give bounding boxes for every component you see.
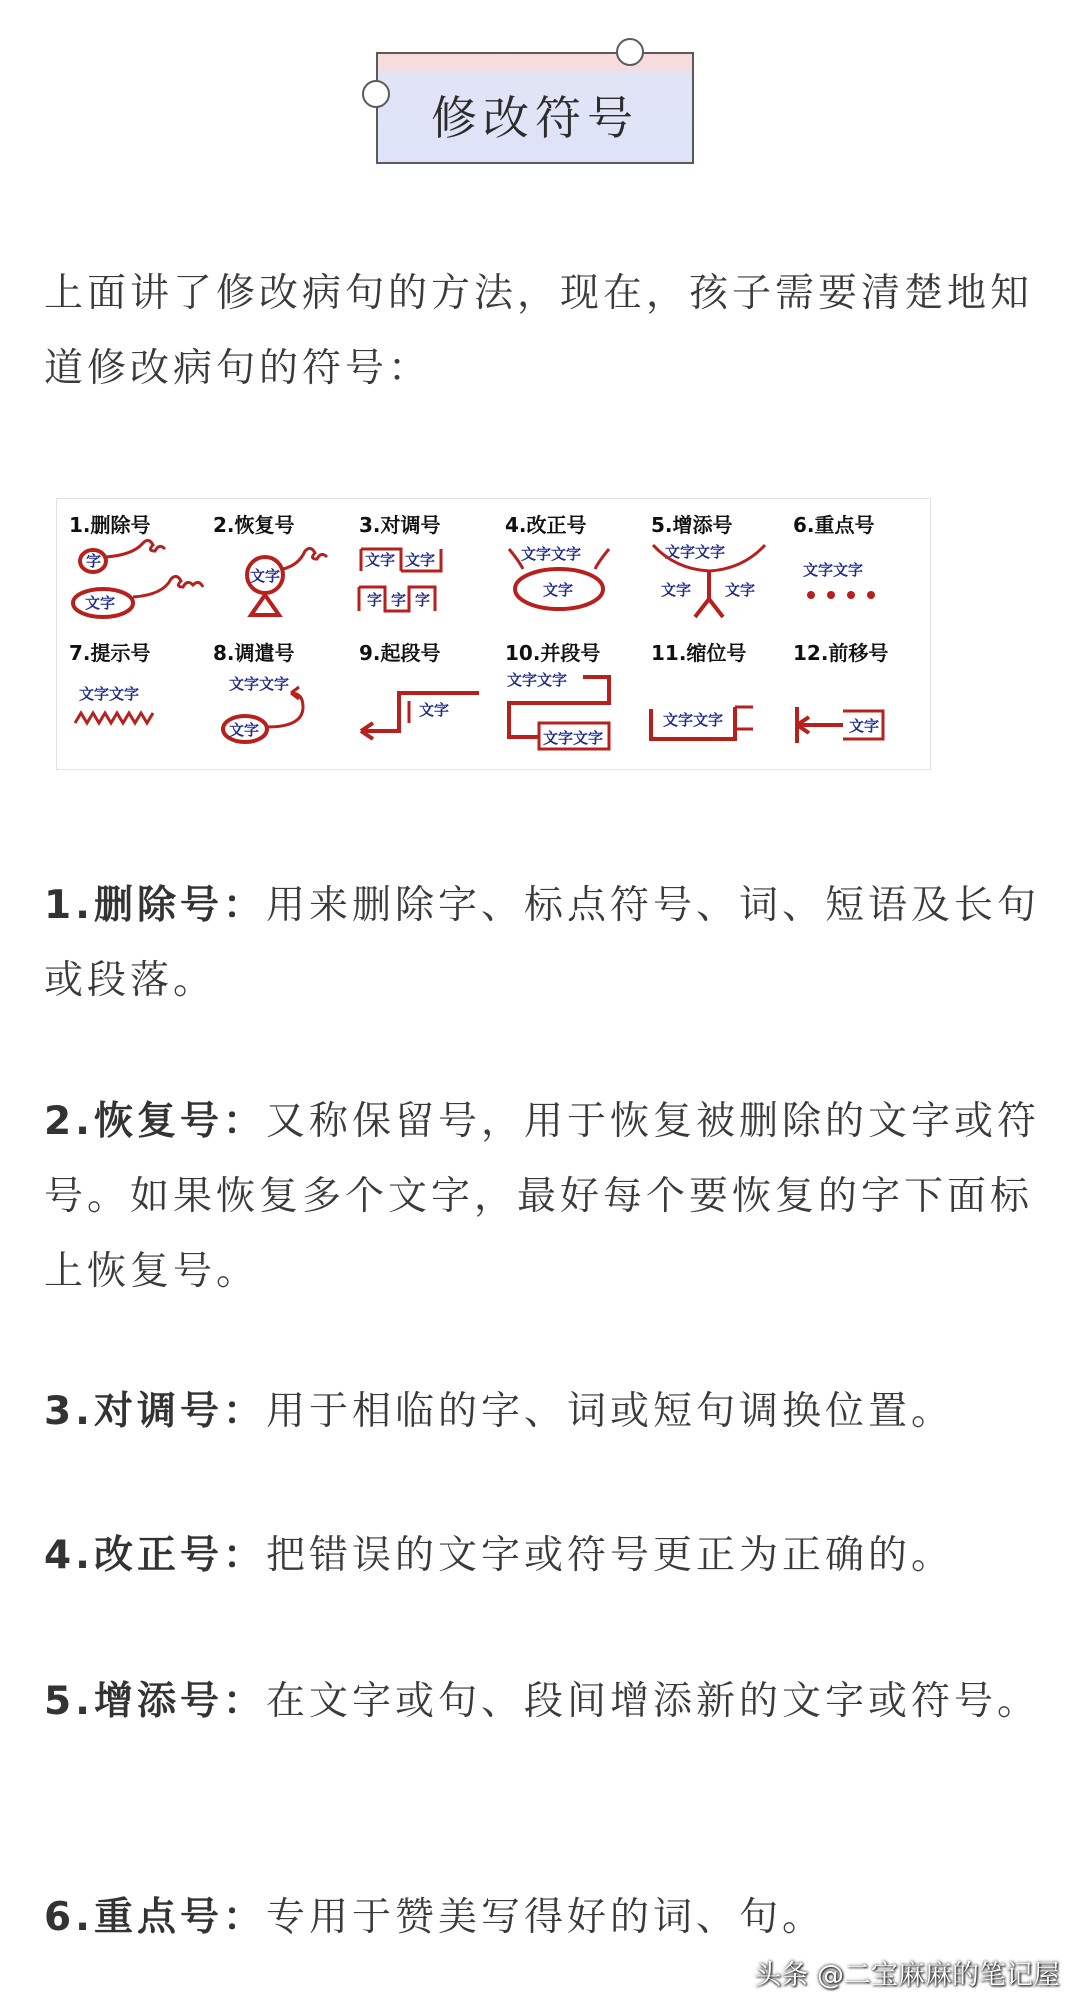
page-title: 修改符号 [431,91,639,145]
item-swap [44,1374,1040,1449]
svg-text:文字: 文字 [725,581,756,599]
symbol-label: 7.提示号 [69,641,151,665]
svg-text:文字: 文字 [543,581,574,599]
svg-text:文字: 文字 [849,717,880,735]
item-desc: 又称保留号，用于恢复被删除的文字或符号。如果恢复多个文字，最好每个要恢复的字下面标上恢复号。 [44,1099,1040,1294]
symbol-label: 11.缩位号 [651,641,747,665]
svg-text:文字: 文字 [419,701,450,719]
svg-text:字: 字 [415,591,431,609]
svg-text:字: 字 [367,591,383,609]
item-term: 3.对调号： [44,1389,266,1434]
svg-text:文字: 文字 [365,551,396,569]
restore-mark-icon [207,499,352,629]
item-insert [44,1664,1040,1739]
item-term: 5.增添号： [44,1679,266,1724]
item-delete [44,868,1040,1018]
svg-text:文字文字: 文字文字 [543,729,604,747]
svg-text:文字文字: 文字文字 [803,561,864,579]
symbol-emphasis [787,499,932,629]
symbol-delete [63,499,208,629]
insert-mark-icon [645,499,790,629]
item-term: 2.恢复号： [44,1099,266,1144]
item-desc: 把错误的文字或符号更正为正确的。 [265,1533,954,1578]
svg-text:文字: 文字 [85,594,116,612]
symbol-label: 6.重点号 [793,513,875,537]
svg-text:文字文字: 文字文字 [79,685,140,703]
item-term: 6.重点号： [44,1895,266,1940]
symbol-label: 12.前移号 [793,641,889,665]
intro-paragraph: 上面讲了修改病句的方法，现在，孩子需要清楚地知道修改病句的符号： [44,271,1034,391]
symbol-restore [207,499,352,629]
symbol-label: 2.恢复号 [213,513,295,537]
symbol-label: 8.调遣号 [213,641,295,665]
transfer-mark-icon [207,627,352,757]
symbol-label: 3.对调号 [359,513,441,537]
symbol-label: 10.并段号 [505,641,601,665]
symbol-swap [353,499,498,629]
item-correct [44,1518,1040,1593]
title-banner [376,52,694,164]
item-desc: 专用于赞美写得好的词、句。 [265,1895,825,1940]
svg-text:文字文字: 文字文字 [507,671,568,689]
hint-mark-icon [63,627,208,757]
merge-paragraph-mark-icon [499,627,644,757]
delete-mark-icon [63,499,208,629]
indent-mark-icon [645,627,790,757]
symbol-label: 4.改正号 [505,513,587,537]
symbol-hint [63,627,208,757]
svg-text:文字文字: 文字文字 [665,543,726,561]
move-forward-mark-icon [787,627,932,757]
symbol-transfer [207,627,352,757]
symbol-indent [645,627,790,757]
symbol-merge-paragraph [499,627,644,757]
svg-text:文字: 文字 [250,567,281,585]
item-desc: 用来删除字、标点符号、词、短语及长句或段落。 [44,883,1040,1003]
symbol-label: 9.起段号 [359,641,441,665]
svg-text:字: 字 [86,552,102,570]
svg-text:文字: 文字 [405,551,436,569]
svg-text:文字文字: 文字文字 [229,675,290,693]
symbol-insert [645,499,790,629]
symbol-label: 1.删除号 [69,513,151,537]
new-paragraph-mark-icon [353,627,498,757]
svg-text:文字文字: 文字文字 [663,711,724,729]
pin-right-icon [616,38,644,66]
item-restore [44,1084,1040,1309]
symbol-move-forward [787,627,932,757]
symbol-label: 5.增添号 [651,513,733,537]
symbol-new-paragraph [353,627,498,757]
item-emphasis [44,1880,1040,1955]
item-term: 1.删除号： [44,883,266,928]
svg-text:文字文字: 文字文字 [521,545,582,563]
symbol-correct [499,499,644,629]
emphasis-mark-icon [787,499,932,629]
svg-text:文字: 文字 [661,581,692,599]
correct-mark-icon [499,499,644,629]
item-term: 4.改正号： [44,1533,266,1578]
swap-mark-icon [353,499,498,629]
item-desc: 在文字或句、段间增添新的文字或符号。 [265,1679,1040,1724]
watermark: 头条 @二宝麻麻的笔记屋 [754,1960,1060,1991]
svg-text:文字: 文字 [229,721,260,739]
correction-symbols-figure [56,498,931,770]
svg-text:字: 字 [391,591,407,609]
item-desc: 用于相临的字、词或短句调换位置。 [265,1389,954,1434]
